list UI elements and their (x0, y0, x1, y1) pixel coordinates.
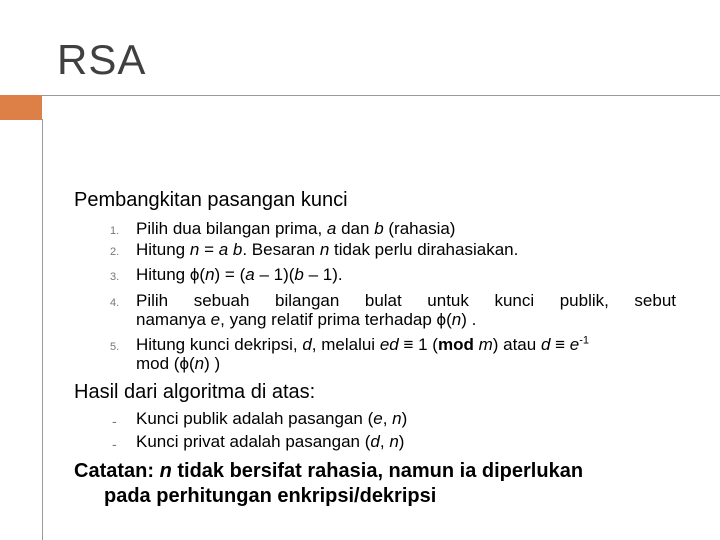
list-number: 4. (110, 297, 120, 309)
list-number: 1. (110, 225, 120, 237)
list-item-5-line-1: Hitung kunci dekripsi, d, melalui ed ≡ 1 (mod m) atau $d \equiv e^{-1}$ (136, 334, 590, 354)
bullet-dash: - (112, 413, 117, 429)
slide-title: RSA (57, 36, 147, 83)
bullet-dash: - (112, 436, 117, 452)
list-item-5-line-2: mod (ϕ(n) ) (136, 354, 221, 373)
note: Catatan: n tidak bersifat rahasia, namun ia diperlukan pada perhitungan enkripsi/dekripsi (74, 459, 704, 509)
list-item-2: Hitung n = a b. Besaran n tidak perlu dirahasiakan. (136, 240, 519, 259)
title-rule (42, 95, 720, 96)
accent-block (0, 95, 42, 120)
section-heading-results: Hasil dari algoritma di atas: (74, 381, 316, 403)
left-rule (42, 119, 43, 540)
section-heading-key-generation: Pembangkitan pasangan kunci (74, 189, 348, 211)
result-item-public-key: Kunci publik adalah pasangan (e, n) (136, 409, 408, 428)
list-item-4-line-2: namanya e, yang relatif prima terhadap ϕ(n) . (136, 310, 477, 329)
list-number: 3. (110, 271, 120, 283)
list-number: 5. (110, 341, 120, 353)
note-label: Catatan: (74, 460, 160, 482)
note-line-2: pada perhitungan enkripsi/dekripsi (104, 485, 437, 507)
list-item-3: Hitung ϕ(n) = (a – 1)(b – 1). (136, 265, 343, 284)
list-item-1: Pilih dua bilangan prima, a dan b (rahasia) (136, 219, 456, 238)
result-item-private-key: Kunci privat adalah pasangan (d, n) (136, 432, 405, 451)
list-item-4-line-1: Pilih sebuah bilangan bulat untuk kunci publik, sebut (136, 291, 676, 310)
list-number: 2. (110, 246, 120, 258)
